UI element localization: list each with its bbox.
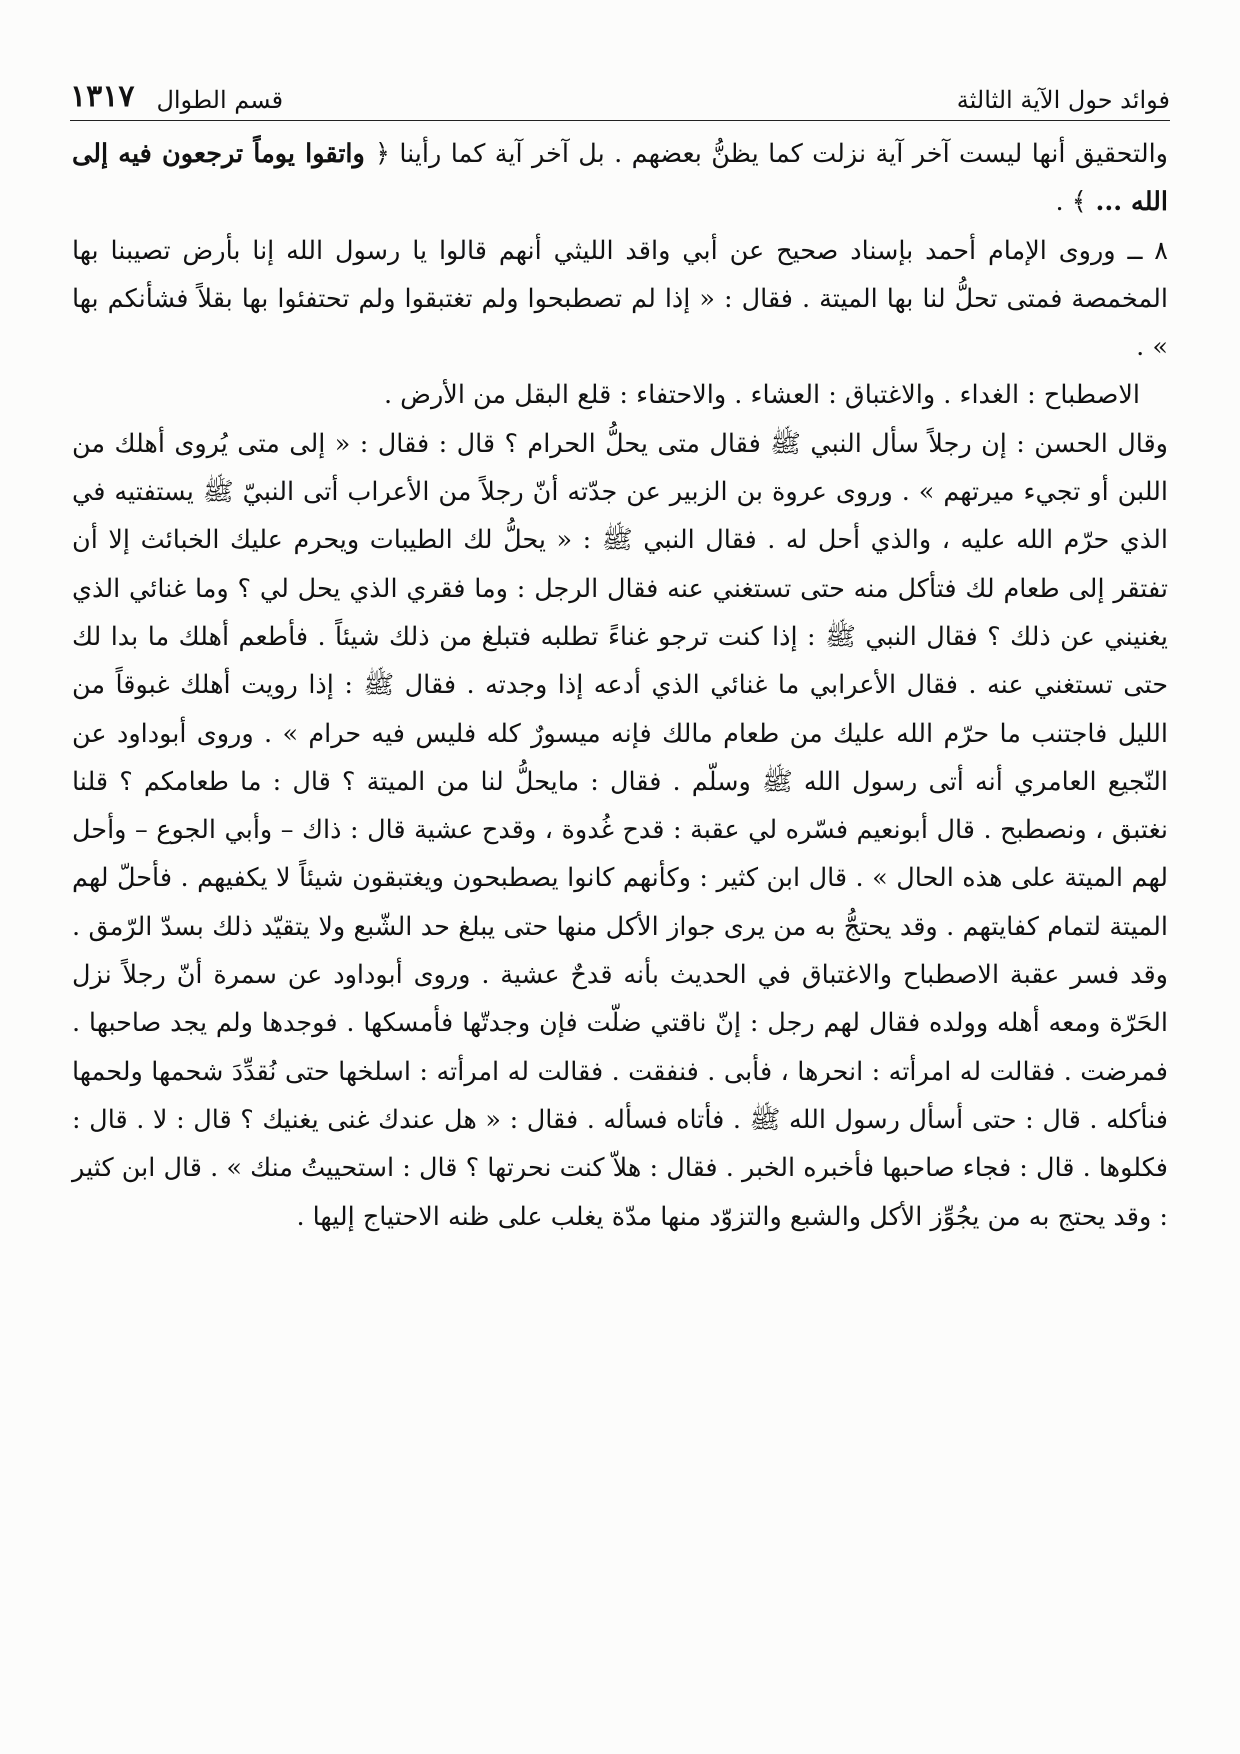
quran-verse: واتقوا يوماً ترجعون فيه إلى الله ... — [72, 139, 1168, 218]
page-header — [70, 58, 1170, 121]
section-name: قسم الطوال — [156, 86, 284, 114]
paragraph-hasan: وقال الحسن : إن رجلاً سأل النبي ﷺ فقال متى يحلُّ الحرام ؟ قال : فقال : « إلى متى يُروى أهلك من اللبن أو تجيء ميرتهم » . وروى عروة بن الزبير عن جدّته أنّ رجلاً من الأعراب أتى النبيّ ﷺ يستفتيه في الذي حرّم الله عليه ، والذي أحل له . فقال النبي ﷺ : « يحلُّ لك الطيبات ويحرم عليك الخبائث إلا أن تفتقر إلى طعام لك فتأكل منه حتى تستغني عنه فقال الرجل : وما فقري الذي يحل لي ؟ وما غنائي الذي يغنيني عن ذلك ؟ فقال النبي ﷺ : إذا كنت ترجو غناءً تطلبه فتبلغ من ذلك شيئاً . فأطعم أهلك ما بدا لك حتى تستغني عنه . فقال الأعرابي ما غنائي الذي أدعه إذا وجدته . فقال ﷺ : إذا رويت أهلك غبوقاً من الليل فاجتنب ما حرّم الله عليك من طعام مالك فإنه ميسورٌ كله فليس فيه حرام » . وروى أبوداود عن النّجيع العامري أنه أتى رسول الله ﷺ وسلّم . فقال : مايحلُّ لنا من الميتة ؟ قال : ما طعامكم ؟ قلنا نغتبق ، ونصطبح . قال أبونعيم فسّره لي عقبة : قدح غُدوة ، وقدح عشية قال : ذاك – وأبي الجوع – وأحل لهم الميتة على هذه الحال » . قال ابن كثير : وكأنهم كانوا يصطبحون ويغتبقون شيئاً لا يكفيهم . فأحلّ لهم الميتة لتمام كفايتهم . وقد يحتجُّ به من يرى جواز الأكل منها حتى يبلغ حد الشّبع ولا يتقيّد ذلك بسدّ الرّمق . وقد فسر عقبة الاصطباح والاغتباق في الحديث بأنه قدحٌ عشية . وروى أبوداود عن سمرة أنّ رجلاً نزل الحَرّة ومعه أهله وولده فقال لهم رجل : إنّ ناقتي ضلّت فإن وجدتّها فأمسكها . فوجدها ولم يجد صاحبها . فمرضت . فقالت له امرأته : انحرها ، فأبى . فنفقت . فقالت له امرأته : اسلخها حتى نُقدِّدَ شحمها ولحمها فنأكله . قال : حتى أسأل رسول الله ﷺ . فأتاه فسأله . فقال : « هل عندك غنى يغنيك ؟ قال : لا . قال : فكلوها . قال : فجاء صاحبها فأخبره الخبر . فقال : هلاّ كنت نحرتها ؟ قال : استحييتُ منك » . قال ابن كثير : وقد يحتج به من يجُوِّز الأكل والشبع والتزوّد منها مدّة يغلب على ظنه الاحتياج إليها . — [72, 428, 1168, 1232]
paragraph-text: ﴾ . — [1055, 187, 1087, 218]
header-section-group — [70, 79, 283, 114]
page-number: ١٣١٧ — [70, 79, 135, 114]
paragraph-hadith-8: ٨ ــ وروى الإمام أحمد بإسناد صحيح عن أبي واقد الليثي أنهم قالوا يا رسول الله إنا بأرض تصيبنا بها المخمصة فمتى تحلُّ لنا بها الميتة . فقال : « إذا لم تصطبحوا ولم تغتبقوا ولم تحتفئوا بها بقلاً فشأنكم بها » . — [72, 235, 1168, 363]
running-title: فوائد حول الآية الثالثة — [956, 86, 1170, 114]
paragraph-text: والتحقيق أنها ليست آخر آية نزلت كما يظنُّ بعضهم . بل آخر آية كما رأينا ﴿ — [375, 139, 1168, 169]
paragraph-definitions: الاصطباح : الغداء . والاغتباق : العشاء . والاحتفاء : قلع البقل من الأرض . — [383, 380, 1140, 411]
page-body — [72, 130, 1168, 1241]
paragraph-conclusion — [72, 130, 1168, 227]
